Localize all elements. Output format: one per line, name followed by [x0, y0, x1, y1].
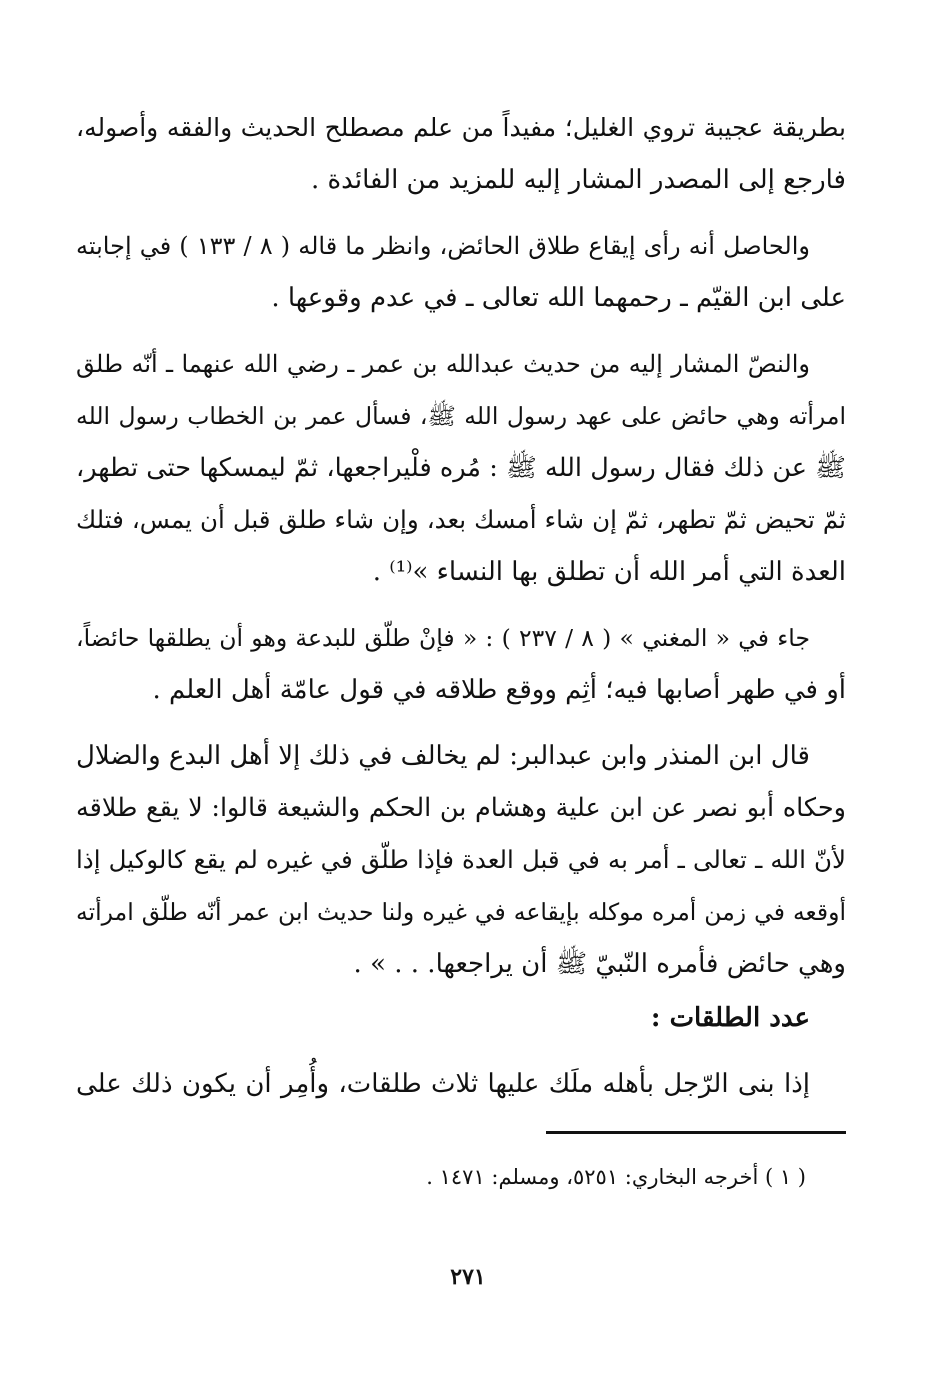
- text-line: وحكاه أبو نصر عن ابن علية وهشام بن الحكم والشيعة قالوا: لا يقع طلاقه: [76, 793, 846, 823]
- text-line: ثمّ تحيض ثمّ تطهر، ثمّ إن شاء أمسك بعد، وإن شاء طلق قبل أن يمس، فتلك: [76, 505, 846, 534]
- paragraph: [76, 1058, 846, 1110]
- text-line: امرأته وهي حائض على عهد رسول الله ﷺ، فسأل عمر بن الخطاب رسول الله: [76, 402, 846, 430]
- text-line: أو في طهر أصابها فيه؛ أثِم ووقع طلاقه في قول عامّة أهل العلم .: [152, 675, 846, 705]
- paragraph: [76, 102, 846, 206]
- paragraph: [76, 612, 846, 716]
- text-line: بطريقة عجيبة تروي الغليل؛ مفيداً من علم مصطلح الحديث والفقه وأصوله،: [76, 113, 846, 142]
- text-line: ﷺ عن ذلك فقال رسول الله ﷺ : مُره فلْيراجعها، ثمّ ليمسكها حتى تطهر،: [76, 453, 846, 483]
- page-body: [76, 102, 846, 1110]
- text-line: أوقعه في زمن أمره موكله بإيقاعه في غيره ولنا حديث ابن عمر أنّه طلّق امرأته: [76, 898, 846, 926]
- text-line: إذا بنى الرّجل بأهله ملَك عليها ثلاث طلقات، وأُمِر أن يكون ذلك على: [76, 1069, 810, 1099]
- footnote: ( ١ ) أخرجه البخاري: ٥٢٥١، ومسلم: ١٤٧١ .: [426, 1165, 806, 1189]
- paragraph: [76, 220, 846, 324]
- footnote-separator: [546, 1131, 846, 1134]
- text-line: على ابن القيّم ـ رحمهما الله تعالى ـ في عدم وقوعها .: [271, 283, 846, 313]
- section-heading: عدد الطلقات :: [650, 1003, 810, 1033]
- paragraph: [76, 730, 846, 990]
- text-line: جاء في « المغني » ( ٨ / ٢٣٧ ) : « فإنْ طلّق للبدعة وهو أن يطلقها حائضاً،: [76, 624, 810, 652]
- text-line: والنصّ المشار إليه من حديث عبدالله بن عمر ـ رضي الله عنهما ـ أنّه طلق: [76, 350, 810, 378]
- page-number: ٢٧١: [450, 1264, 486, 1290]
- text-line: فارجع إلى المصدر المشار إليه للمزيد من الفائدة .: [311, 165, 846, 195]
- text-line: قال ابن المنذر وابن عبدالبر: لم يخالف في ذلك إلا أهل البدع والضلال: [76, 741, 810, 771]
- text-line: وهي حائض فأمره النّبيّ ﷺ أن يراجعها. . . » .: [353, 949, 846, 979]
- text-line: والحاصل أنه رأى إيقاع طلاق الحائض، وانظر ما قاله ( ٨ / ١٣٣ ) في إجابته: [76, 232, 810, 260]
- text-line: العدة التي أمر الله أن تطلق بها النساء »⁽¹⁾ .: [372, 557, 846, 587]
- text-line: لأنّ الله ـ تعالى ـ أمر به في قبل العدة فإذا طلّق في غيره لم يقع كالوكيل إذا: [76, 845, 846, 874]
- paragraph: [76, 338, 846, 598]
